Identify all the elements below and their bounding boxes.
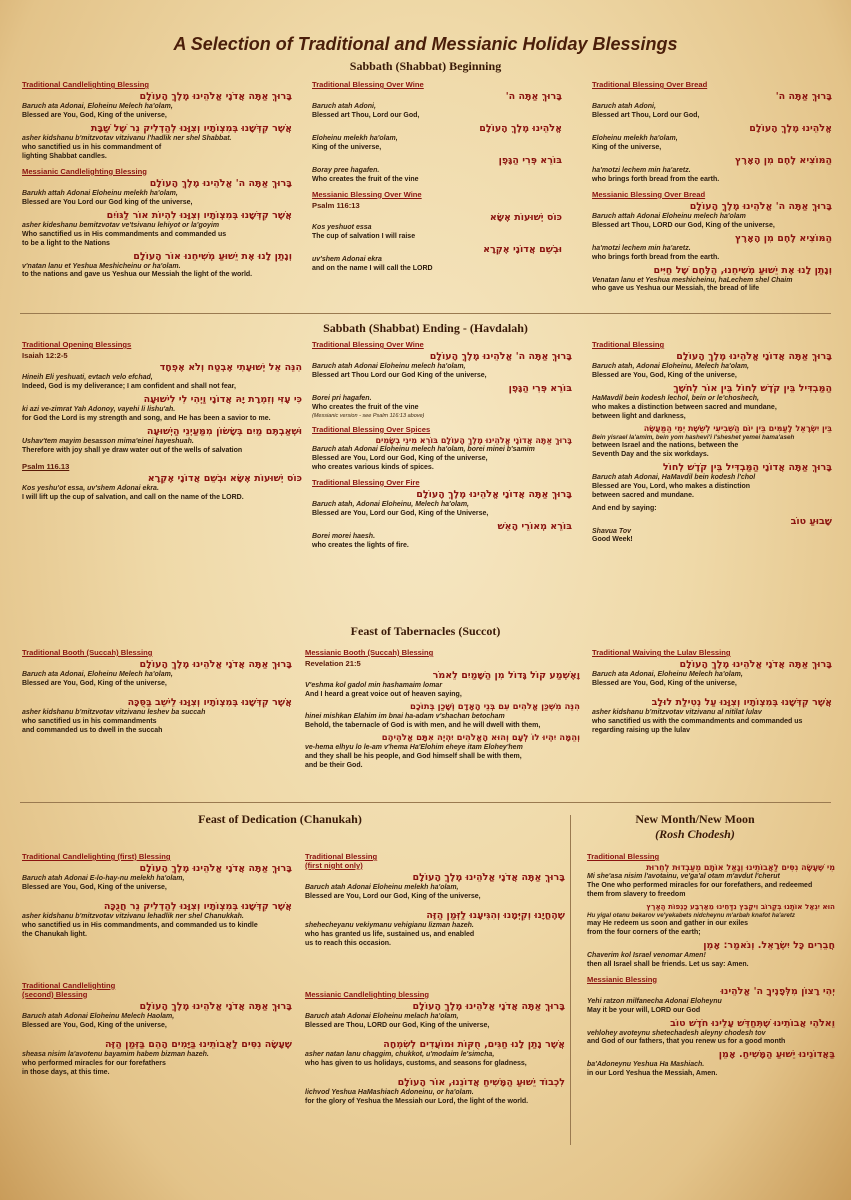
column-divider <box>570 815 571 1145</box>
blessing-heading: Traditional Blessing Over Spices <box>312 424 431 434</box>
english-line: in those days, at this time. <box>22 1068 110 1076</box>
english-line: us to reach this occasion. <box>305 939 391 947</box>
transliteration-line: uv'shem Adonai ekra <box>312 255 382 263</box>
column-havdalah-wine-spices-fire <box>312 340 572 556</box>
hebrew-line: שֶׁעָשָׂה נִסִּים לַאֲבוֹתֵינוּ בַּיָּמִים הָהֵם בַּזְּמַן הַזֶּה <box>105 1038 292 1050</box>
rosh-traditional-blessing <box>587 852 835 970</box>
english-line: who has given to us holidays, customs, and seasons for gladness, <box>305 1059 527 1067</box>
section-title-rosh-chodesh <box>585 812 805 842</box>
hebrew-line: וּשְׁאַבְתֶּם מַיִם בְּשָׂשׂוֹן מִמַּעַיְנֵי הַיְשׁוּעָה <box>146 425 302 437</box>
transliteration-line: lichvod Yeshua HaMashiach Adoneinu, or ha'olam. <box>305 1088 474 1096</box>
transliteration-line: Kos yeshu'ot essa, uv'shem Adonai ekra. <box>22 484 159 492</box>
english-line: Blessed art Thou, Lord our God, <box>592 111 700 119</box>
traditional-wine-blessing <box>312 80 562 185</box>
transliteration-line: Baruch ata Adonai, Eloheinu Melech ha'olam, <box>22 671 173 678</box>
transliteration-line: HaMavdil bein kodesh lechol, bein or le'choshech, <box>592 394 759 402</box>
english-line: Blessed are You, Lord our God, King of the universe, <box>305 892 481 900</box>
blessing-heading: Traditional Blessing <box>305 852 378 861</box>
english-line: Blessed are You, God, King of the universe, <box>592 679 737 687</box>
transliteration-line: V'eshma kol gadol min hashamaim lomar <box>305 682 443 689</box>
section-title-sabbath-beginning: Sabbath (Shabbat) Beginning <box>349 59 502 73</box>
hebrew-line: הִנֵּה מִשְׁכַּן אֱלֹהִים עִם בְּנֵי הָאָדָם וְשָׁכַן בְּתוֹכָם <box>410 701 580 712</box>
transliteration-line: Borei pri hagafen. <box>312 394 372 402</box>
transliteration-line: asher natan lanu chaggim, chukkot, u'modaim le'simcha, <box>305 1050 495 1058</box>
english-line: may He redeem us soon and gather in our exiles <box>587 919 749 927</box>
transliteration-line: shehecheyanu vekiymanu vehigianu lizman hazeh. <box>305 921 474 929</box>
column-bread <box>592 80 832 299</box>
hebrew-line: בּוֹרֵא מְאוֹרֵי הָאֵשׁ <box>497 520 572 532</box>
traditional-booth-blessing <box>22 648 292 736</box>
english-line: for God the Lord is my strength and song, and He has been a savior to me. <box>22 414 271 422</box>
transliteration-line: Baruch atah, Adonai Eloheinu, Melech ha'olam, <box>592 363 749 370</box>
transliteration-line: Baruch atah Adoni, <box>592 103 656 110</box>
english-line: King of the universe, <box>592 143 662 151</box>
english-line: King of the universe, <box>312 143 382 151</box>
blessing-heading: Traditional Candlelighting Blessing <box>22 80 149 89</box>
hebrew-line: כּוֹס יְשׁוּעוֹת אֶשָּׂא וּבְשֵׁם אֲדוֹנָי אֶקְרָא <box>147 472 302 484</box>
transliteration-line: Baruch atah Adonai Eloheinu melech ha'olam, <box>312 363 466 370</box>
transliteration-line: ha'motzi lechem min ha'aretz. <box>592 244 691 252</box>
english-line: who performed miracles for our forefathers <box>22 1059 166 1067</box>
english-line: who sanctified us in His commandments, and commanded us to kindle <box>22 921 258 929</box>
transliteration-line: Barukh attah Adonai Eloheinu melekh ha'olam, <box>22 189 178 197</box>
rosh-messianic-blessing <box>587 975 835 1080</box>
english-line: the Chanukah light. <box>22 930 87 938</box>
english-line: The cup of salvation I will raise <box>312 232 416 240</box>
hebrew-line: וָאֶשְׁמַע קוֹל גָּדוֹל מִן הַשָּׁמַיִם לֵאמֹר <box>432 670 580 681</box>
transliteration-line: Baruch ata Adonai, Eloheinu Melech ha'olam, <box>22 103 173 110</box>
blessing-heading: Traditional Booth (Succah) Blessing <box>22 648 153 657</box>
english-line: and on the name I will call the LORD <box>312 264 433 272</box>
blessing-heading: Traditional Blessing <box>587 852 660 861</box>
scripture-reference: Revelation 21:5 <box>305 659 361 668</box>
hebrew-line: אֱלֹהֵינוּ מֶלֶךְ הָעוֹלָם <box>749 122 832 134</box>
blessing-heading: Traditional Waiving the Lulav Blessing <box>592 648 731 657</box>
transliteration-line: Baruch attah Adonai Eloheinu melech ha'olam <box>592 212 746 220</box>
column-chanukah-left <box>22 852 292 1083</box>
hebrew-line: בּוֹרֵא פְּרִי הַגָּפֶן <box>498 154 562 166</box>
transliteration-line: vehlohey avoteynu shetechadesh aleyny chodesh tov <box>587 1029 766 1037</box>
english-line: who sanctified us in his commandment of <box>22 143 162 151</box>
english-line: Seventh Day and the six workdays. <box>592 450 709 458</box>
hebrew-line: אֲשֶׁר קִדְּשָׁנוּ בְּמִצְוֹתָיו וְצִוָּנוּ לְהַדְלִיק נֵר חֲנֻכָּה <box>103 900 292 912</box>
hebrew-line: בֵּין יִשְׂרָאֵל לָעַמִּים בֵּין יוֹם הַשְּׁבִיעִי לְשֵׁשֶׁת יְמֵי הַמַּעֲשֶׂה <box>643 423 832 433</box>
hebrew-line: בָּרוּךְ אַתָּה אֲדֹנָי אֱלֹהֵינוּ מֶלֶךְ הָעוֹלָם <box>139 1000 292 1012</box>
english-line: Blessed are You, Lord our God, King of the Universe, <box>312 509 489 517</box>
english-line: Blessed art Thou Lord our God King of the universe, <box>312 371 487 379</box>
english-line: who has granted us life, sustained us, and enabled <box>305 930 475 938</box>
english-line: Blessed are You, God, King of the universe, <box>22 679 167 687</box>
transliteration-line: Baruch atah Adonai Eloheinu melekh ha'olam, <box>305 884 459 891</box>
english-line: The One who performed miracles for our forefathers, and redeemed <box>587 881 813 889</box>
english-line: Blessed are You Lord our God king of the universe, <box>22 198 193 206</box>
hebrew-line: וְנָתַן לָנוּ אֶת יֵשׁוּעַ מְשִׁיחֵנוּ אוֹר הָעוֹלָם <box>133 250 292 262</box>
transliteration-line: Baruch atah Adonai Eloheinu Melech Haolam, <box>22 1012 175 1020</box>
blessing-heading: Traditional Candlelighting <box>22 980 116 990</box>
english-line: Blessed are Thou, LORD our God, King of the universe, <box>305 1021 490 1029</box>
hebrew-line: בָּרוּךְ אַתָּה אֲדוֹנָי אֱלֹהֵינוּ מֶלֶךְ הָעוֹלָם בּוֹרֵא מִינֵי בְשָׂמִים <box>375 435 572 445</box>
transliteration-line: hinei mishkan Elahim im bnai ha-adam v'shachan betocham <box>305 712 505 720</box>
column-havdalah-traditional <box>592 340 832 545</box>
hebrew-line: בַּאֲדוֹנֵינוּ יֵשׁוּעַ הַמָּשִׁיחַ. אָמֵן <box>718 1049 835 1061</box>
english-line: Blessed are You, Lord, who makes a distinction <box>592 482 751 490</box>
traditional-bread-blessing <box>592 80 832 185</box>
hebrew-line: בָּרוּךְ אַתָּה אֲדוֹנָי אֱלֹהֵינוּ מֶלֶךְ הָעוֹלָם <box>676 351 832 362</box>
transliteration-line: Boray pree hagafen. <box>312 166 380 174</box>
messianic-candlelighting-blessing <box>22 167 292 281</box>
transliteration-line: Ushav'tem mayim besasson mima'einei hayeshuah. <box>22 437 194 445</box>
hebrew-line: אֲשֶׁר קִדְּשָׁנוּ בְּמִצְוֹתָיו וְצִוָּנוּ עַל נְטִילַת לוּלָב <box>651 696 832 708</box>
english-line: between sacred and mundane. <box>592 491 694 499</box>
transliteration-line: asher kidshanu b'mitzvotav vitzivanu lehadlik ner shel Chanukkah. <box>22 912 244 920</box>
blessing-heading: Traditional Blessing Over Bread <box>592 80 708 89</box>
english-line: lighting Shabbat candles. <box>22 152 107 160</box>
english-line: I will lift up the cup of salvation, and call on the name of the LORD. <box>22 493 244 501</box>
blessing-heading: Traditional Blessing Over Wine <box>312 80 424 89</box>
english-line: regarding raising up the lulav <box>592 726 691 734</box>
section-subtitle: (Rosh Chodesh) <box>655 827 735 841</box>
hebrew-line: שֶׁהֶחֱיָנוּ וְקִיְּמָנוּ וְהִגִּיעָנוּ לַזְּמַן הַזֶּה <box>426 909 565 921</box>
english-line: who gave us Yeshua our Messiah, the bread of life <box>592 285 760 293</box>
blessing-heading: Traditional Blessing Over Fire <box>312 477 420 487</box>
hebrew-line: אֲשֶׁר קִדְּשָׁנוּ בְּמִצְוֹתָיו וְצִוָּנוּ לִהְיוֹת אוֹר לַגּוֹיִם <box>106 209 292 221</box>
english-line: them from slavery to freedom <box>587 890 686 898</box>
hebrew-line: בָּרוּךְ אַתָּה ה' <box>505 91 562 102</box>
column-rosh-chodesh <box>587 852 835 1084</box>
scripture-reference: Psalm 116.13 <box>22 461 70 471</box>
traditional-candlelighting-blessing <box>22 80 292 162</box>
blessing-heading: Messianic Blessing Over Bread <box>592 189 706 199</box>
chanukah-second-blessing <box>22 981 292 1078</box>
transliteration-line: Eloheinu melekh ha'olam, <box>312 134 398 142</box>
hebrew-line: אֲשֶׁר נָתַן לָנוּ חַגִּים, חֻקּוֹת וּמוֹעֲדִים לְשִׂמְחָה <box>383 1038 565 1050</box>
blessing-heading: (first night only) <box>305 861 363 870</box>
blessing-heading: Traditional Opening Blessings <box>22 340 132 349</box>
hebrew-line: בָּרוּךְ אַתָּה ה' אֱלֹהֵינוּ מֶלֶךְ הָעוֹלָם <box>689 200 832 212</box>
english-line: Blessed are You, God, King of the universe, <box>22 883 167 891</box>
section-divider <box>20 802 831 803</box>
blessing-heading: (second) Blessing <box>22 989 88 999</box>
transliteration-line: Hu yigal otanu bekarov ve'yekabets nidcheynu m'arbah knafot ha'aretz <box>587 911 795 919</box>
hebrew-line: אֲשֶׁר קִדְּשָׁנוּ בְּמִצְוֹתָיו וְצִוָּנוּ לְהַדְלִיק נֵר שֶׁל שַׁבָּת <box>90 122 292 134</box>
section-title-succot: Feast of Tabernacles (Succot) <box>350 624 501 638</box>
english-line: Blessed are You, God, King of the universe, <box>22 1021 167 1029</box>
transliteration-line: Baruch atah Adonai Eloheinu melech ha'olam, borei minei b'samim <box>312 445 535 453</box>
hebrew-line: כִּי עָזִּי וְזִמְרָת יָהּ אֲדוֹנָי וַיְהִי לִי לִישׁוּעָה <box>143 393 302 405</box>
transliteration-line: ki azi ve-zimrat Yah Adonoy, vayehi li lishu'ah. <box>22 405 176 413</box>
english-line: and God of our fathers, that you renew us for a good month <box>587 1038 786 1046</box>
hebrew-line: בָּרוּךְ אַתָּה אֲדֹנָי אֱלֹהֵינוּ מֶלֶךְ הָעוֹלָם <box>412 1000 565 1012</box>
transliteration-line: asher kidshanu b'mitzvotav vitzivanu leshev ba succah <box>22 708 206 716</box>
hebrew-line: הַמּוֹצִיא לֶחֶם מִן הָאָרֶץ <box>735 154 832 166</box>
blessing-heading: Messianic Blessing <box>587 974 658 984</box>
hebrew-line: בָּרוּךְ אַתָּה אֲדֹנָי אֱלֹהֵינוּ מֶלֶךְ הָעוֹלָם <box>412 872 565 883</box>
transliteration-line: Shavua Tov <box>592 527 632 535</box>
english-line: to the nations and gave us Yeshua our Messiah the light of the world. <box>22 271 253 279</box>
english-line: Blessed art Thou, Lord our God, <box>312 111 420 119</box>
section-divider <box>20 313 831 314</box>
section-title-havdalah: Sabbath (Shabbat) Ending - (Havdalah) <box>323 321 528 335</box>
english-line: in our Lord Yeshua the Messiah, Amen. <box>587 1070 718 1078</box>
transliteration-line: Baruch atah Adoni, <box>312 103 376 110</box>
blessing-heading: Traditional Candlelighting (first) Blessing <box>22 852 171 861</box>
hebrew-line: כּוֹס יְשׁוּעוֹת אֶשָּׂא <box>489 211 562 223</box>
english-line: Who creates the fruit of the vine <box>312 403 419 411</box>
transliteration-line: Chaverim kol Israel venomar Amen! <box>587 951 706 959</box>
english-line: and they shall be his people, and God himself shall be with them, <box>305 752 522 760</box>
transliteration-line: ve-hema elhyu lo le-am v'hema Ha'Elohim eheye itam Elohey'hem <box>305 743 523 751</box>
hebrew-line: וְהֵמָּה יִהְיוּ לוֹ לְעָם וְהוּא הָאֱלֹהִים יִהְיֶה אִתָּם אֱלֹהֵיהֶם <box>381 732 580 743</box>
havdalah-fire-blessing <box>312 478 572 551</box>
english-line: who creates the lights of fire. <box>312 541 409 549</box>
english-line: Who sanctified us in His commandments and commanded us <box>22 230 227 238</box>
english-line: Blessed are You, Lord our God, King of the universe, <box>312 454 488 462</box>
column-wine <box>312 80 562 279</box>
hebrew-line: הַמַּבְדִּיל בֵּין קֹדֶשׁ לְחוֹל בֵּין אוֹר לְחֹשֶׁךְ <box>673 382 832 394</box>
section-title-line: New Month/New Moon <box>635 812 755 826</box>
english-line: and commanded us to dwell in the succah <box>22 726 163 734</box>
transliteration-line: Hineih Eli yeshuati, evtach velo efchad, <box>22 374 153 381</box>
transliteration-line: asher kidshanu b'mitzvotav vitzivanu al nitilat lulav <box>592 708 762 716</box>
transliteration-line: Kos yeshuot essa <box>312 223 372 231</box>
transliteration-line: Baruch atah, Adonai Eloheinu, Melech ha'olam, <box>312 500 469 508</box>
transliteration-line: Borei morei haesh. <box>312 532 376 540</box>
page-title: A Selection of Traditional and Messianic Holiday Blessings <box>173 34 678 54</box>
transliteration-line: Eloheinu melekh ha'olam, <box>592 134 678 142</box>
english-line: Blessed are You, God, King of the universe, <box>22 111 167 119</box>
hebrew-line: אֲשֶׁר קִדְּשָׁנוּ בְּמִצְוֹתָיו וְצִוָּנוּ לֵישֵׁב בַּסֻּכָּה <box>127 696 292 708</box>
hebrew-line: מִי שֶׁעָשָׂה נִסִּים לַאֲבוֹתֵינוּ וְגָאַל אוֹתָם מֵעַבְדוּת לְחֵרוּת <box>646 863 835 872</box>
transliteration-line: ha'motzi lechem min ha'aretz. <box>592 166 691 174</box>
messianic-booth-blessing <box>305 648 580 771</box>
hebrew-line: לִכְבוֹד יֵשׁוּעַ הַמָּשִׁיחַ אֲדוֹנֵנוּ, אוֹר הָעוֹלָם <box>397 1076 565 1088</box>
hebrew-line: וֵאלֹהֵי אֲבוֹתֵינוּ שֶׁתְּחַדֵּשׁ עָלֵינוּ חֹדֶשׁ טוֹב <box>670 1017 835 1029</box>
transliteration-line: Yehi ratzon milfanecha Adonai Eloheynu <box>587 997 722 1005</box>
transliteration-line: asher kideshanu bemitzvotav ve'tsivanu lehiyot or la'goyim <box>22 221 220 229</box>
english-line: to be a light to the Nations <box>22 239 110 247</box>
hebrew-line: בָּרוּךְ אַתָּה אֲדֹנָי אֱלֹהֵינוּ מֶלֶךְ הָעוֹלָם <box>139 91 292 102</box>
blessing-heading: Messianic Candlelighting Blessing <box>22 166 147 176</box>
transliteration-line: Baruch atah Adonai E-lo-hay-nu melekh ha'olam, <box>22 875 185 882</box>
english-line: May it be your will, LORD our God <box>587 1006 701 1014</box>
english-line: then all Israel shall be friends. Let us say: Amen. <box>587 960 749 968</box>
note: (Messianic version - see Psalm 116:13 above) <box>312 412 425 419</box>
transliteration-line: Baruch atah Adonai Eloheinu melach ha'olam, <box>305 1012 459 1020</box>
hebrew-line: בָּרוּךְ אַתָּה אֲדֹנָי אֱלֹהֵינוּ מֶלֶךְ הָעוֹלָם <box>679 659 832 670</box>
transliteration-line: Baruch ata Adonai, Eloheinu Melech ha'olam, <box>592 671 743 678</box>
english-line: between light and darkness, <box>592 412 686 420</box>
hebrew-line: הַמּוֹצִיא לֶחֶם מִן הָאָרֶץ <box>735 232 832 244</box>
english-line: Blessed art Thou, LORD our God, King of the universe, <box>592 221 775 229</box>
english-line: who brings forth bread from the earth. <box>592 175 720 183</box>
blessing-heading: Messianic Booth (Succah) Blessing <box>305 648 434 657</box>
chanukah-first-blessing <box>22 852 292 940</box>
hebrew-line: בָּרוּךְ אַתָּה אֲדוֹנָי הַמַּבְדִּיל בֵּין קֹדֶשׁ לְחוֹל <box>662 461 832 473</box>
english-line: who sanctified us in his commandments <box>22 717 157 725</box>
hebrew-line: שָׁבוּעַ טוֹב <box>790 515 832 527</box>
english-line: Indeed, God is my deliverance; I am confident and shall not fear, <box>22 382 236 390</box>
english-line: between Israel and the nations, between the <box>592 441 739 449</box>
hebrew-line: בָּרוּךְ אַתָּה ה' אֱלֹהֵינוּ מֶלֶךְ הָעוֹלָם <box>149 177 292 189</box>
section-title-chanukah: Feast of Dedication (Chanukah) <box>198 812 362 826</box>
english-line: from the four corners of the earth; <box>587 928 701 936</box>
hebrew-line: בָּרוּךְ אַתָּה אֲדֹנָי אֱלֹהֵינוּ מֶלֶךְ הָעוֹלָם <box>139 863 292 874</box>
traditional-lulav-blessing <box>592 648 832 736</box>
messianic-wine-blessing <box>312 190 562 274</box>
column-candlelighting <box>22 80 292 285</box>
transliteration-line: Mi she'asa nisim l'avotainu, ve'ga'al otam m'avdut l'cherut <box>587 873 780 880</box>
hebrew-line: וְנָתַן לָנוּ אֶת יֵשׁוּעַ מְשִׁיחֵנוּ, הַלֶּחֶם שֶׁל חַיִּים <box>653 264 832 276</box>
column-opening-blessings <box>22 340 302 503</box>
hebrew-line: הִנֵּה אֵל יְשׁוּעָתִי אֶבְטַח וְלֹא אֶפְחָד <box>159 362 302 373</box>
english-line: for the glory of Yeshua the Messiah our Lord, the light of the world. <box>305 1097 529 1105</box>
english-line: Who creates the fruit of the vine <box>312 175 419 183</box>
english-line: Good Week! <box>592 536 633 544</box>
hebrew-line: אֱלֹהֵינוּ מֶלֶךְ הָעוֹלָם <box>479 122 562 134</box>
blessing-heading: Messianic Candlelighting blessing <box>305 989 430 999</box>
transliteration-line: ba'Adoneynu Yeshua Ha Mashiach. <box>587 1061 705 1069</box>
chanukah-messianic-blessing <box>305 990 565 1107</box>
closing-instruction: And end by saying: <box>592 504 657 512</box>
transliteration-line: asher kidshanu b'mitzvotav vitzivanu l'hadlik ner shel Shabbat. <box>22 134 232 142</box>
english-line: who brings forth bread from the earth. <box>592 253 720 261</box>
messianic-bread-blessing <box>592 190 832 295</box>
transliteration-line: sheasa nisim la'avotenu bayamim habem bizman hazeh. <box>22 1050 209 1058</box>
transliteration-line: Baruch atah Adonai, HaMavdil bein kodesh l'chol <box>592 473 756 481</box>
scripture-reference: Psalm 116:13 <box>312 200 360 210</box>
english-line: who creates various kinds of spices. <box>312 463 434 471</box>
hebrew-line: וּבְשֵׁם אֲדוֹנָי אֶקְרָא <box>483 243 562 255</box>
chanukah-first-night-blessing <box>305 852 565 949</box>
hebrew-line: חֲבֵרִים כָּל יִשְׂרָאֵל. וְנֹאמַר: אָמֵן <box>703 939 835 951</box>
hebrew-line: בָּרוּךְ אַתָּה ה' <box>775 91 832 102</box>
havdalah-wine-blessing <box>312 340 572 420</box>
hebrew-line: בָּרוּךְ אַתָּה אֲדוֹנָי אֱלֹהֵינוּ מֶלֶךְ הָעוֹלָם <box>416 488 572 500</box>
english-line: Therefore with joy shall ye draw water out of the wells of salvation <box>22 446 243 454</box>
english-line: who sanctified us with the commandments and commanded us <box>592 717 803 725</box>
havdalah-spices-blessing <box>312 425 572 473</box>
english-line: Blessed are You, God, King of the universe, <box>592 371 737 379</box>
english-line: who makes a distinction between sacred and mundane, <box>592 403 777 411</box>
transliteration-line: Bein yisrael la'amim, bein yom hashevi'i l'sheshet yemei hama'aseh <box>592 433 795 441</box>
english-line: And I heard a great voice out of heaven saying, <box>305 690 462 698</box>
hebrew-line: יְהִי רָצוֹן מִלְּפָנֶיךָ ה' אֱלֹהֵינוּ <box>720 985 835 997</box>
blessing-heading: Traditional Blessing <box>592 340 665 349</box>
column-chanukah-middle <box>305 852 565 1111</box>
scripture-reference: Isaiah 12:2-5 <box>22 351 68 360</box>
hebrew-line: בּוֹרֵא פְּרִי הַגָּפֶן <box>508 382 572 394</box>
blessing-heading: Traditional Blessing Over Wine <box>312 340 424 349</box>
hebrew-line: בָּרוּךְ אַתָּה אֲדֹנָי אֱלֹהֵינוּ מֶלֶךְ הָעוֹלָם <box>139 659 292 670</box>
transliteration-line: Venatan lanu et Yeshua meshicheinu, haLechem shel Chaim <box>592 276 793 284</box>
english-line: Behold, the tabernacle of God is with men, and he will dwell with them, <box>305 721 541 729</box>
english-line: and be their God. <box>305 761 363 769</box>
hebrew-line: הוּא יִגְאַל אוֹתָנוּ בְּקָרוֹב וִיקַבֵּץ נִדָּחֵינוּ מֵאַרְבַּע כַּנְפוֹת הָאָרֶץ <box>646 901 835 911</box>
blessing-heading: Messianic Blessing Over Wine <box>312 189 422 199</box>
hebrew-line: בָּרוּךְ אַתָּה ה' אֱלֹהֵינוּ מֶלֶךְ הָעוֹלָם <box>429 351 572 362</box>
transliteration-line: v'natan lanu et Yeshua Meshicheinu or ha'olam. <box>22 262 181 270</box>
